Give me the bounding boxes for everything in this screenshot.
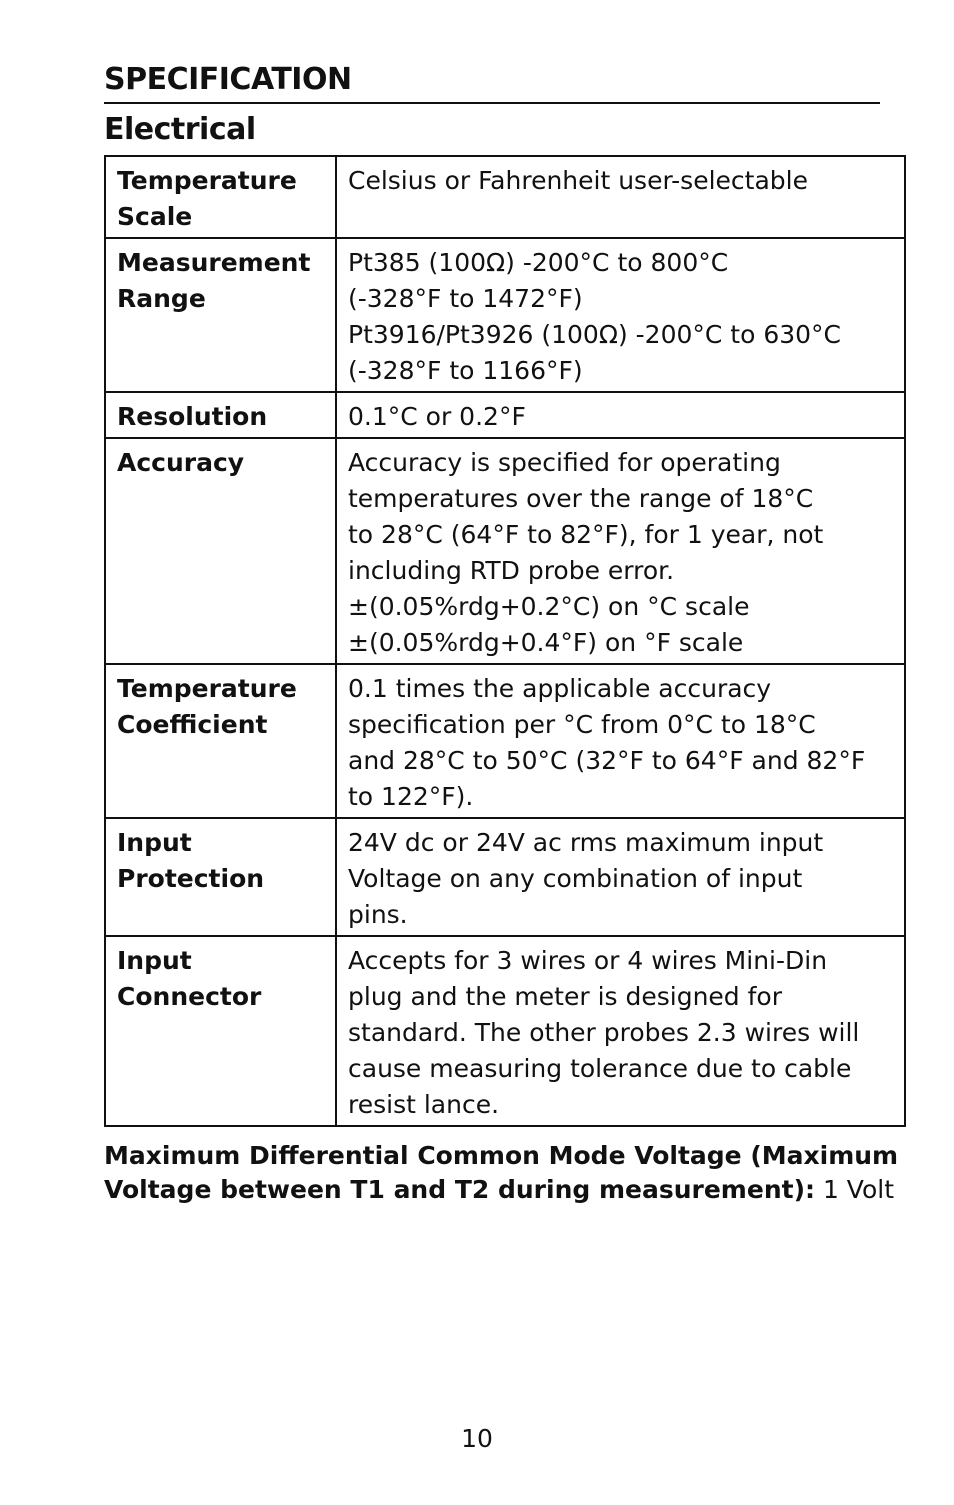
spec-label	[105, 392, 336, 438]
spec-label	[105, 156, 336, 238]
spec-value-line: including RTD probe error.	[348, 556, 675, 585]
spec-value	[336, 936, 905, 1126]
spec-row	[105, 936, 905, 1126]
spec-value-line: Accepts for 3 wires or 4 wires Mini-Din	[348, 946, 828, 975]
spec-row	[105, 438, 905, 664]
spec-value-line: Celsius or Fahrenheit user-selectable	[348, 166, 808, 195]
footnote-line-2	[104, 1173, 895, 1207]
spec-value-line: cause measuring tolerance due to cable	[348, 1054, 852, 1083]
spec-table-body	[105, 156, 905, 1126]
spec-value-line: specification per °C from 0°C to 18°C	[348, 710, 816, 739]
spec-value-line: standard. The other probes 2.3 wires will	[348, 1018, 860, 1047]
spec-label-line: Accuracy	[117, 448, 245, 477]
spec-value	[336, 664, 905, 818]
spec-value	[336, 156, 905, 238]
spec-value-line: 0.1°C or 0.2°F	[348, 402, 526, 431]
spec-label	[105, 664, 336, 818]
spec-value	[336, 238, 905, 392]
spec-label-line: Measurement	[117, 248, 311, 277]
spec-label	[105, 936, 336, 1126]
spec-label-line: Resolution	[117, 402, 268, 431]
spec-value-line: to 28°C (64°F to 82°F), for 1 year, not	[348, 520, 824, 549]
spec-label-line: Connector	[117, 982, 262, 1011]
spec-label-line: Protection	[117, 864, 265, 893]
spec-row	[105, 392, 905, 438]
spec-label-line: Coefficient	[117, 710, 268, 739]
spec-value	[336, 438, 905, 664]
subsection-title: Electrical	[104, 112, 256, 147]
spec-label	[105, 438, 336, 664]
spec-label-line: Temperature	[117, 166, 297, 195]
spec-row	[105, 238, 905, 392]
spec-label-line: Scale	[117, 202, 193, 231]
spec-value-line: Voltage on any combination of input	[348, 864, 803, 893]
common-mode-voltage-note	[104, 1139, 899, 1207]
spec-value-line: plug and the meter is designed for	[348, 982, 782, 1011]
spec-value-line: to 122°F).	[348, 782, 474, 811]
spec-value-line: resist lance.	[348, 1090, 500, 1119]
spec-value-line: (-328°F to 1166°F)	[348, 356, 583, 385]
footnote-bold-line-2: Voltage between T1 and T2 during measurement):	[104, 1175, 815, 1204]
spec-value	[336, 818, 905, 936]
spec-label-line: Temperature	[117, 674, 297, 703]
spec-label-line: Range	[117, 284, 206, 313]
spec-value-line: temperatures over the range of 18°C	[348, 484, 814, 513]
spec-value-line: 24V dc or 24V ac rms maximum input	[348, 828, 824, 857]
spec-row	[105, 156, 905, 238]
spec-value-line: (-328°F to 1472°F)	[348, 284, 583, 313]
spec-label-line: Input	[117, 946, 192, 975]
spec-label-line: Input	[117, 828, 192, 857]
spec-value-line: 0.1 times the applicable accuracy	[348, 674, 772, 703]
section-title: SPECIFICATION	[104, 62, 880, 104]
footnote-bold-line-1: Maximum Differential Common Mode Voltage (Maximum	[104, 1141, 899, 1170]
spec-value-line: Pt3916/Pt3926 (100Ω) -200°C to 630°C	[348, 320, 842, 349]
spec-row	[105, 664, 905, 818]
spec-value-line: and 28°C to 50°C (32°F to 64°F and 82°F	[348, 746, 866, 775]
footnote-value: 1 Volt	[815, 1175, 895, 1204]
spec-row	[105, 818, 905, 936]
spec-value-line: Pt385 (100Ω) -200°C to 800°C	[348, 248, 729, 277]
spec-value-line: Accuracy is specified for operating	[348, 448, 781, 477]
page-number: 10	[461, 1424, 493, 1453]
spec-value-line: ±(0.05%rdg+0.4°F) on °F scale	[348, 628, 744, 657]
electrical-spec-table	[104, 155, 906, 1127]
specification-page	[104, 62, 899, 1207]
spec-value-line: ±(0.05%rdg+0.2°C) on °C scale	[348, 592, 750, 621]
spec-value	[336, 392, 905, 438]
spec-label	[105, 238, 336, 392]
spec-label	[105, 818, 336, 936]
spec-value-line: pins.	[348, 900, 408, 929]
